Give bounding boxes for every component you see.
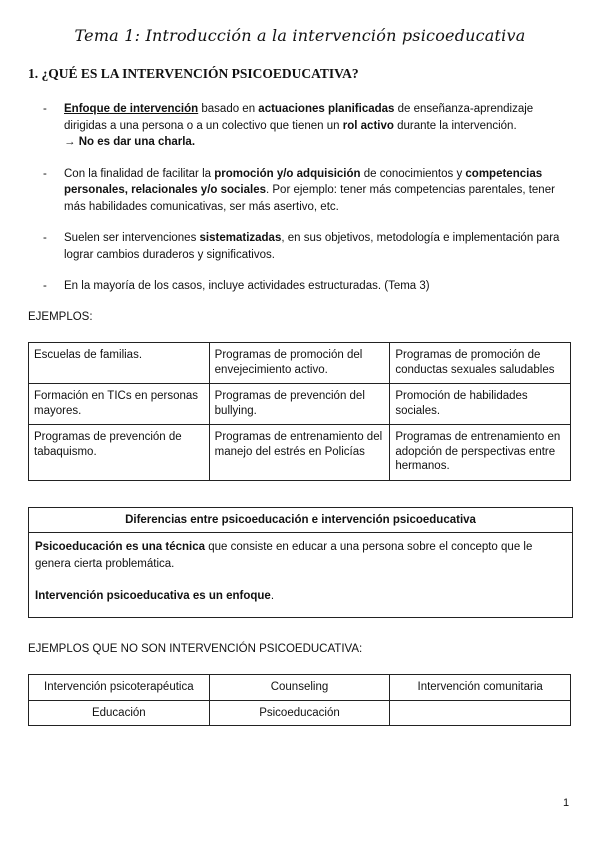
example-row — [29, 343, 571, 384]
bullet-emphasis: sistematizadas — [199, 232, 282, 244]
bullet-emphasis: competencias personales, relacionales y/o sociales — [64, 167, 543, 196]
bullet-dash: - — [43, 103, 47, 115]
bullet-dash: - — [43, 280, 47, 292]
document-title: Tema 1: Introducción a la intervención psicoeducativa — [74, 26, 526, 45]
bullet-item — [40, 230, 570, 263]
example-row — [29, 425, 571, 481]
technique-bold: Psicoeducación es una técnica — [35, 541, 206, 553]
differences-paragraph-approach — [35, 588, 566, 605]
bullet-text: de enseñanza-aprendizaje dirigidas a una persona o a un colectivo que tienen un — [64, 103, 534, 132]
bullet-item — [40, 101, 570, 151]
bullet-dash: - — [43, 232, 47, 244]
non-example-cell: Intervención psicoterapéutica — [29, 675, 210, 701]
bullet-text: Suelen ser intervenciones — [64, 232, 200, 244]
non-example-cell: Educación — [29, 700, 210, 726]
bullet-emphasis: Enfoque de intervención — [64, 103, 199, 115]
non-example-row — [29, 675, 571, 701]
example-cell: Programas de entrenamiento del manejo del estrés en Policías — [209, 425, 390, 481]
approach-bold: Intervención psicoeducativa es un enfoque — [35, 590, 271, 602]
bullet-text: basado en — [198, 103, 259, 115]
section-heading: 1. ¿QUÉ ES LA INTERVENCIÓN PSICOEDUCATIVA? — [28, 66, 359, 81]
differences-paragraph-technique — [35, 539, 566, 572]
example-cell: Formación en TICs en personas mayores. — [29, 384, 210, 425]
bullet-item — [40, 278, 570, 295]
non-examples-table — [28, 674, 571, 726]
differences-box — [28, 507, 573, 618]
non-examples-label: EJEMPLOS QUE NO SON INTERVENCIÓN PSICOEDUCATIVA: — [28, 643, 363, 655]
bullet-text: → — [64, 136, 79, 148]
bullet-emphasis: rol activo — [342, 119, 394, 132]
bullet-item — [40, 166, 570, 216]
example-cell: Programas de prevención del bullying. — [209, 384, 390, 425]
examples-table — [28, 342, 571, 481]
example-cell: Programas de promoción de conductas sexuales saludables — [390, 343, 571, 384]
bullet-emphasis: actuaciones planificadas — [258, 103, 395, 115]
bullet-text: Con la finalidad de facilitar la — [64, 167, 215, 180]
approach-text: . — [270, 590, 275, 602]
example-cell: Programas de prevención de tabaquismo. — [29, 425, 210, 481]
bullet-text: de conocimientos y — [360, 167, 466, 180]
non-example-cell: Intervención comunitaria — [390, 675, 571, 701]
non-example-cell — [390, 700, 571, 726]
example-row — [29, 384, 571, 425]
bullet-dash: - — [43, 167, 47, 180]
non-example-row — [29, 700, 571, 726]
example-cell: Promoción de habilidades sociales. — [390, 384, 571, 425]
non-example-cell: Counseling — [209, 675, 390, 701]
page-number: 1 — [563, 797, 570, 809]
bullet-emphasis: No es dar una charla. — [78, 136, 196, 148]
example-cell: Programas de promoción del envejecimiento activo. — [209, 343, 390, 384]
example-cell: Programas de entrenamiento en adopción de perspectivas entre hermanos. — [390, 425, 571, 481]
bullet-text: , en sus objetivos, metodología e implementación para lograr cambios duraderos y significativos. — [64, 232, 560, 261]
examples-label: EJEMPLOS: — [28, 311, 93, 323]
technique-text: que consiste en educar a una persona sobre el concepto que le genera cierta problemática. — [35, 541, 533, 570]
bullet-text: . Por ejemplo: tener más competencias parentales, tener más habilidades comunicativas, ser más asertivo, etc. — [64, 184, 555, 213]
bullet-emphasis: promoción y/o adquisición — [214, 167, 361, 180]
differences-heading: Diferencias entre psicoeducación e intervención psicoeducativa — [29, 508, 572, 533]
non-example-cell: Psicoeducación — [209, 700, 390, 726]
bullet-text: En la mayoría de los casos, incluye actividades estructuradas. (Tema 3) — [64, 280, 430, 292]
bullet-text: durante la intervención. — [393, 119, 517, 132]
differences-body — [29, 533, 572, 617]
bullet-list — [40, 101, 570, 310]
example-cell: Escuelas de familias. — [29, 343, 210, 384]
